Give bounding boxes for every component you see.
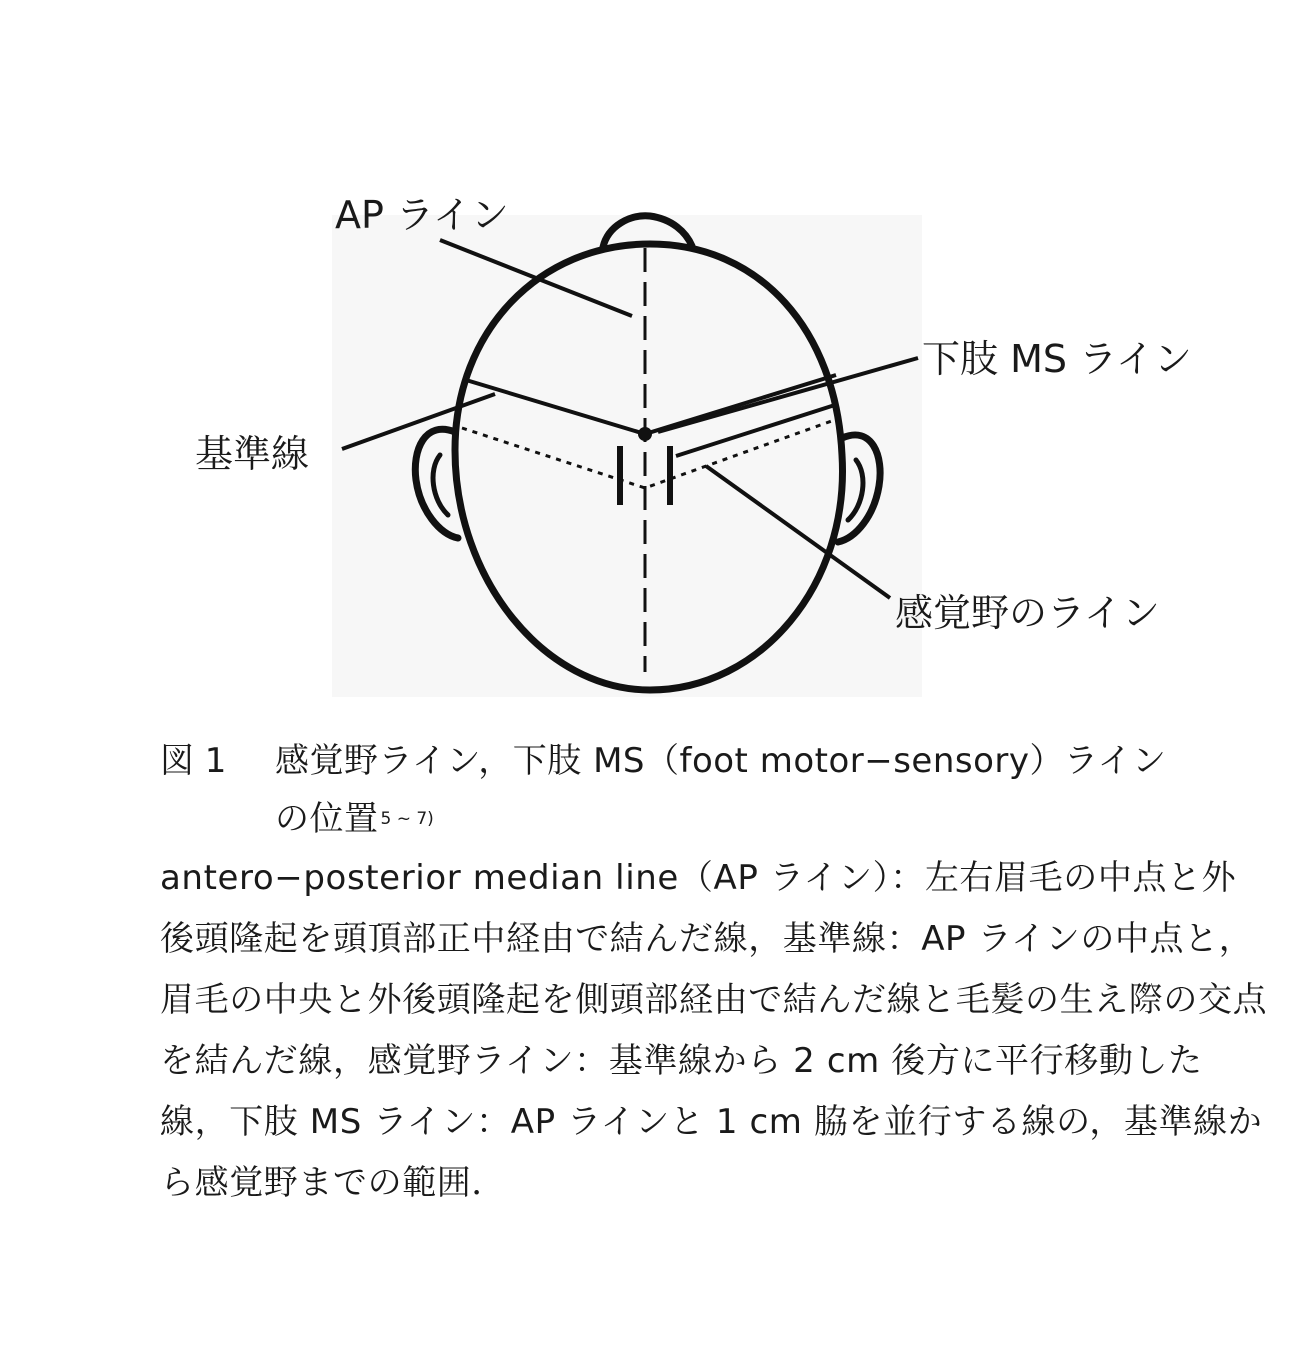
figure-description: antero−posterior median line（AP ライン）：左右眉毛の中点と外後頭隆起を頭頂部正中経由で結んだ線，基準線：AP ラインの中点と，眉毛の中央と外後頭隆起を側頭部経由で結んだ線と毛髪の生え際の交点を結んだ線，感覚野ライン：基準線から 2 cm 後方に平行移動した線，下肢 MS ライン：AP ラインと 1 cm 脇を並行する線の，基準線から感覚野までの範囲． bbox=[160, 858, 1268, 1203]
foot-ms-line-label: 下肢 MS ライン bbox=[922, 337, 1192, 381]
ap-midpoint bbox=[638, 427, 652, 441]
caption-title-line2: の位置 bbox=[275, 799, 379, 839]
baseline-label: 基準線 bbox=[195, 432, 310, 476]
figure-number: 図 1 bbox=[160, 741, 227, 781]
ap-line-label: AP ライン bbox=[335, 193, 509, 237]
caption-row-1 bbox=[160, 732, 1260, 790]
figure-caption bbox=[160, 732, 1260, 848]
caption-indent bbox=[160, 790, 275, 848]
caption-title-line1: 感覚野ライン，下肢 MS（foot motor−sensory）ライン bbox=[275, 741, 1167, 781]
caption-row-2 bbox=[160, 790, 1260, 848]
figure-background bbox=[332, 215, 922, 697]
caption-reference: 5 ~ 7) bbox=[380, 809, 434, 829]
sensory-line-label: 感覚野のライン bbox=[895, 591, 1160, 635]
